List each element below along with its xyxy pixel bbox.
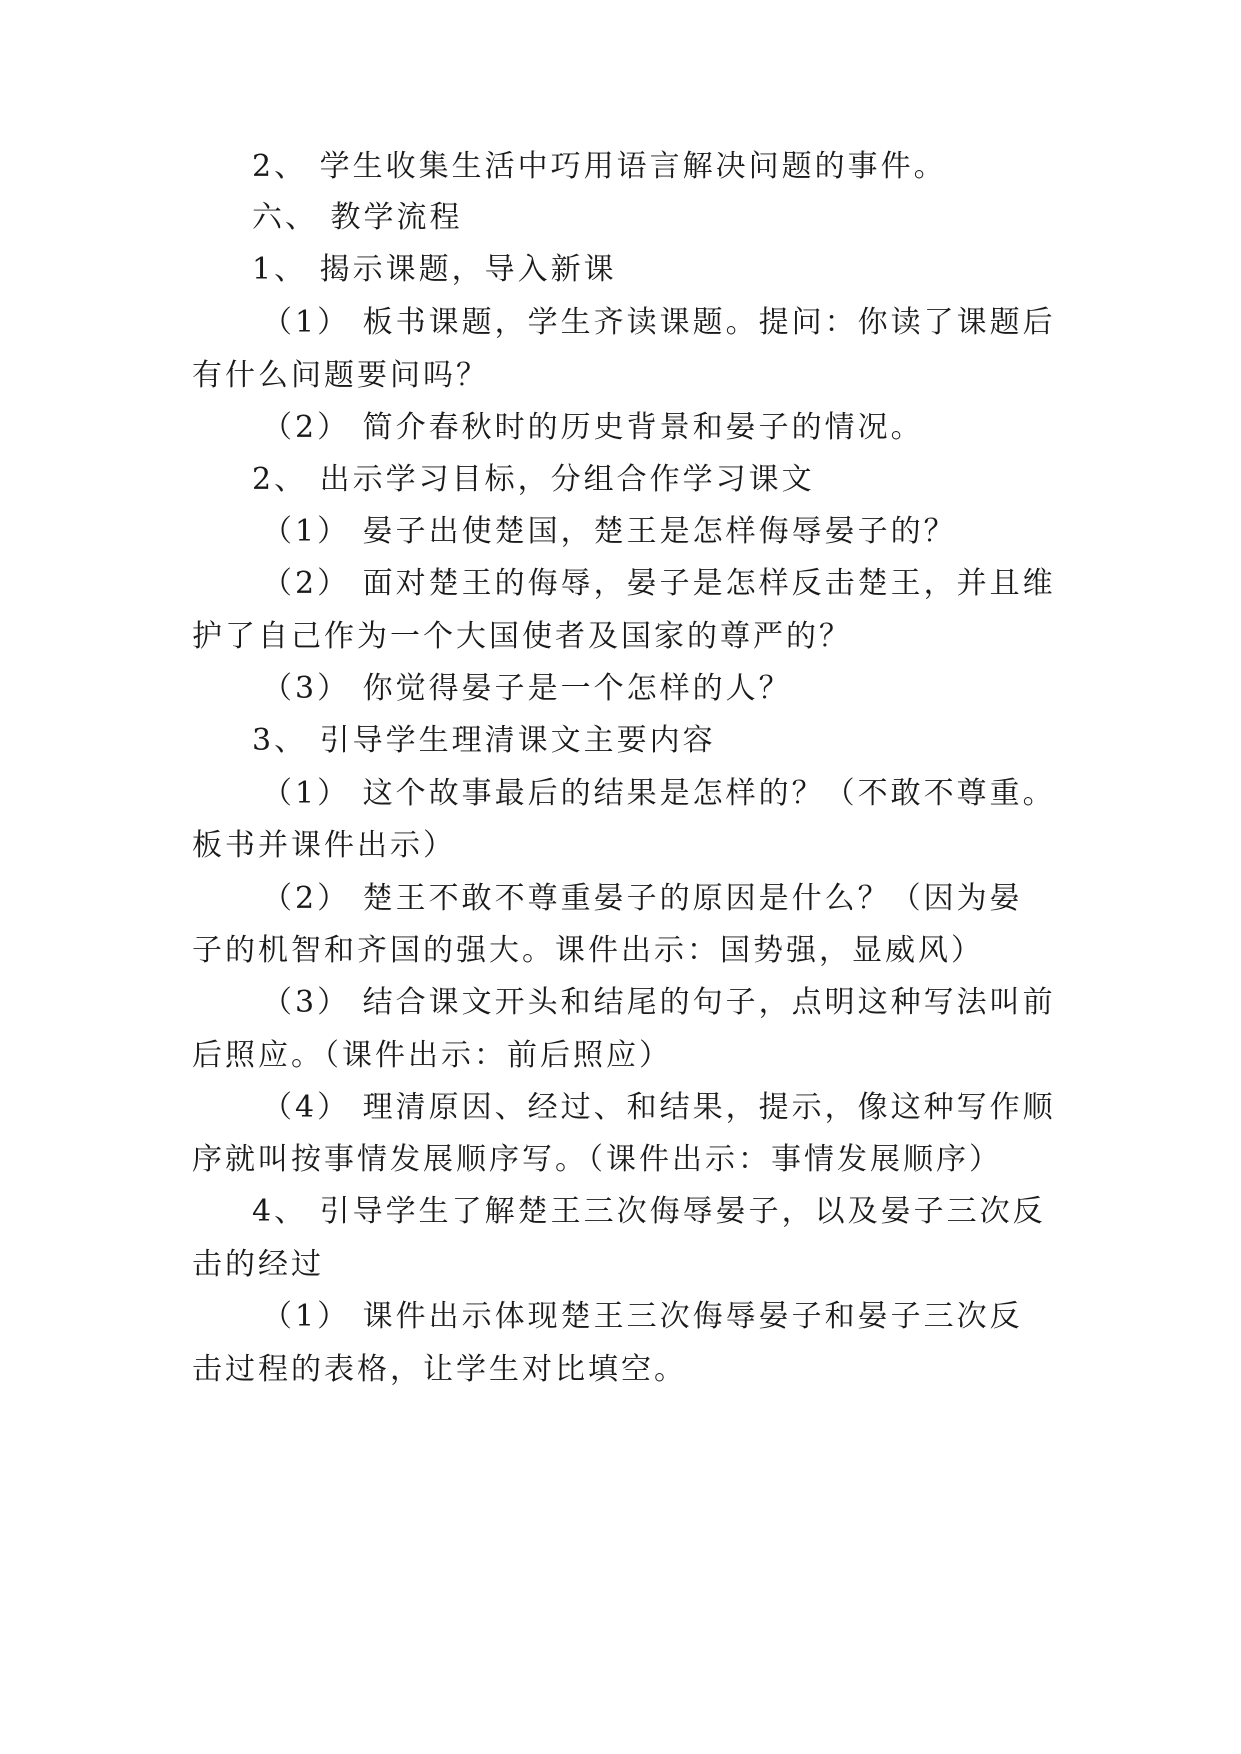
text-line: 后照应。（课件出示：前后照应） <box>192 1038 672 1073</box>
step-heading: 1、 揭示课题，导入新课 <box>252 252 617 287</box>
text-line: 子的机智和齐国的强大。课件出示：国势强，显威风） <box>192 933 984 968</box>
text-line: （2） 简介春秋时的历史背景和晏子的情况。 <box>262 410 924 445</box>
section-heading: 六、 教学流程 <box>252 200 463 235</box>
text-line: 护了自己作为一个大国使者及国家的尊严的？ <box>192 619 852 654</box>
text-line: （1） 课件出示体现楚王三次侮辱晏子和晏子三次反 <box>262 1299 1023 1334</box>
step-heading: 4、 引导学生了解楚王三次侮辱晏子，以及晏子三次反 <box>252 1194 1046 1229</box>
text-line: （1） 晏子出使楚国，楚王是怎样侮辱晏子的？ <box>262 514 957 549</box>
text-line: （3） 结合课文开头和结尾的句子，点明这种写法叫前 <box>262 985 1056 1020</box>
text-line: 序就叫按事情发展顺序写。（课件出示：事情发展顺序） <box>192 1142 1002 1177</box>
text-line: （2） 面对楚王的侮辱，晏子是怎样反击楚王，并且维 <box>262 566 1056 601</box>
step-heading: 3、 引导学生理清课文主要内容 <box>252 723 716 758</box>
text-line: 有什么问题要问吗？ <box>192 358 489 393</box>
text-line: （3） 你觉得晏子是一个怎样的人？ <box>262 671 792 706</box>
text-line: 板书并课件出示） <box>192 828 456 863</box>
text-line: （4） 理清原因、经过、和结果，提示，像这种写作顺 <box>262 1090 1056 1125</box>
text-line: （2） 楚王不敢不尊重晏子的原因是什么？（因为晏 <box>262 881 1023 916</box>
step-heading: 2、 出示学习目标，分组合作学习课文 <box>252 462 815 497</box>
text-line: 击过程的表格，让学生对比填空。 <box>192 1352 687 1387</box>
text-line: （1） 板书课题，学生齐读课题。提问：你读了课题后 <box>262 305 1056 340</box>
text-line: 击的经过 <box>192 1247 324 1282</box>
text-line: （1） 这个故事最后的结果是怎样的？（不敢不尊重。 <box>262 776 1056 811</box>
text-line: 2、 学生收集生活中巧用语言解决问题的事件。 <box>252 149 947 184</box>
